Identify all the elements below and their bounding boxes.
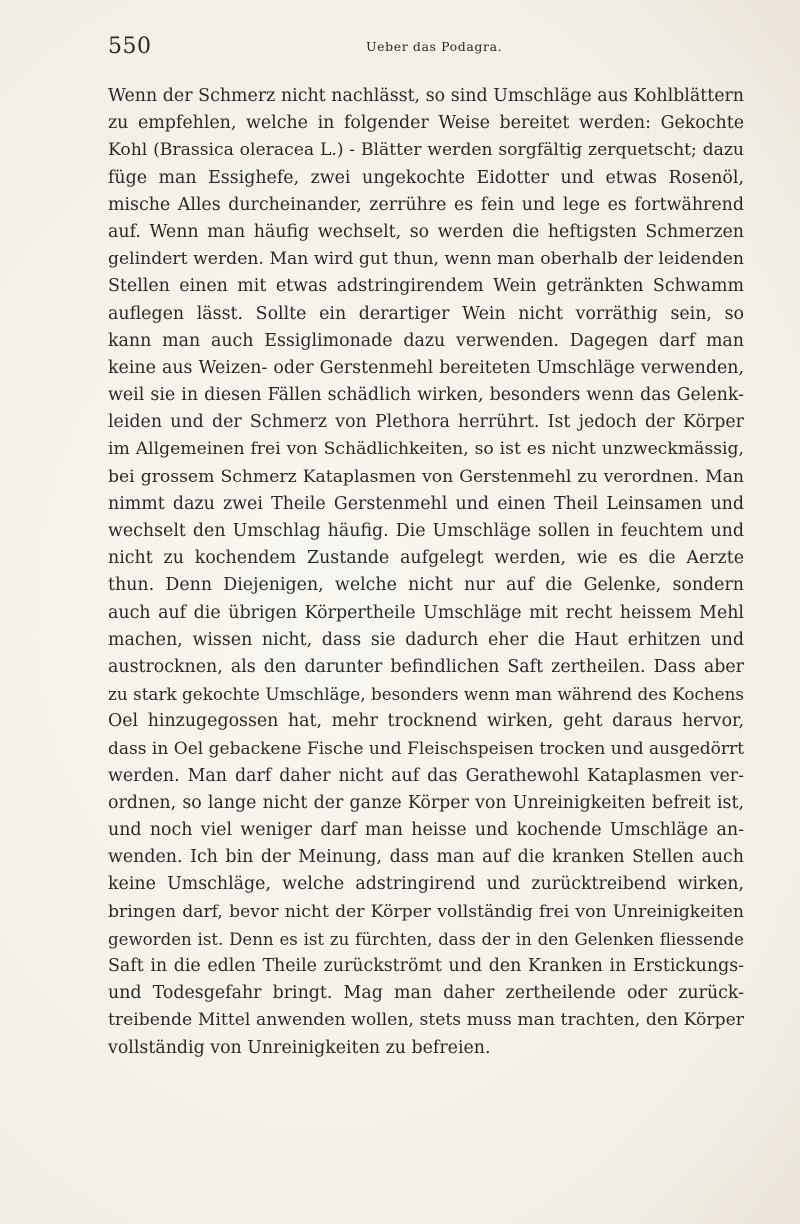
text-line: Wenn der Schmerz nicht nachlässt, so sind Umschläge aus Kohlblättern bbox=[108, 86, 744, 106]
text-line: machen, wissen nicht, dass sie dadurch eher die Haut erhitzen und bbox=[108, 629, 744, 650]
text-line: auch auf die übrigen Körpertheile Umschläge mit recht heissem Mehl bbox=[108, 602, 744, 623]
text-line: geworden ist. Denn es ist zu fürchten, dass der in den Gelenken fliessende bbox=[108, 929, 744, 949]
text-line: leiden und der Schmerz von Plethora herrührt. Ist jedoch der Körper bbox=[108, 412, 744, 433]
text-line: und Todesgefahr bringt. Mag man daher zertheilende oder zurück- bbox=[108, 983, 744, 1004]
text-line: kann man auch Essiglimonade dazu verwenden. Dagegen darf man bbox=[108, 330, 744, 351]
text-line: zu empfehlen, welche in folgender Weise bereitet werden: Gekochte bbox=[108, 113, 744, 134]
text-line: im Allgemeinen frei von Schädlichkeiten, so ist es nicht unzweckmässig, bbox=[108, 439, 744, 460]
text-line: keine Umschläge, welche adstringirend und zurücktreibend wirken, bbox=[108, 874, 744, 895]
text-line: keine aus Weizen- oder Gerstenmehl bereiteten Umschläge verwenden, bbox=[108, 357, 744, 378]
text-line: werden. Man darf daher nicht auf das Gerathewohl Kataplasmen ver- bbox=[108, 765, 744, 786]
text-line: Stellen einen mit etwas adstringirendem Wein getränkten Schwamm bbox=[108, 276, 744, 297]
text-line: bei grossem Schmerz Kataplasmen von Gerstenmehl zu verordnen. Man bbox=[108, 466, 744, 487]
text-line: gelindert werden. Man wird gut thun, wenn man oberhalb der leidenden bbox=[108, 249, 744, 270]
text-line: wechselt den Umschlag häufig. Die Umschläge sollen in feuchtem und bbox=[108, 521, 744, 541]
text-line: zu stark gekochte Umschläge, besonders wenn man während des Kochens bbox=[108, 684, 744, 705]
text-line: auflegen lässt. Sollte ein derartiger Wein nicht vorräthig sein, so bbox=[108, 303, 744, 324]
text-line: Saft in die edlen Theile zurückströmt und den Kranken in Erstickungs- bbox=[108, 956, 744, 976]
text-line: weil sie in diesen Fällen schädlich wirken, besonders wenn das Gelenk- bbox=[108, 385, 744, 406]
text-line: thun. Denn Diejenigen, welche nicht nur auf die Gelenke, sondern bbox=[108, 575, 744, 596]
text-line: wenden. Ich bin der Meinung, dass man auf die kranken Stellen auch bbox=[108, 847, 744, 868]
text-line: austrocknen, als den darunter befindlichen Saft zertheilen. Dass aber bbox=[108, 656, 744, 677]
text-line: Oel hinzugegossen hat, mehr trocknend wirken, geht daraus hervor, bbox=[108, 711, 744, 732]
text-line: füge man Essighefe, zwei ungekochte Eidotter und etwas Rosenöl, bbox=[108, 167, 744, 188]
text-line: vollständig von Unreinigkeiten zu befreien. bbox=[108, 1037, 491, 1058]
text-line: Kohl (Brassica oleracea L.) - Blätter werden sorgfältig zerquetscht; dazu bbox=[108, 140, 744, 161]
text-line: und noch viel weniger darf man heisse und kochende Umschläge an- bbox=[108, 820, 744, 841]
text-line: treibende Mittel anwenden wollen, stets muss man trachten, den Körper bbox=[108, 1010, 744, 1031]
text-line: dass in Oel gebackene Fische und Fleischspeisen trocken und ausgedörrt bbox=[108, 738, 744, 759]
text-line: ordnen, so lange nicht der ganze Körper von Unreinigkeiten befreit ist, bbox=[108, 792, 744, 813]
text-line: nicht zu kochendem Zustande aufgelegt werden, wie es die Aerzte bbox=[108, 548, 744, 569]
body-text bbox=[108, 83, 744, 1062]
running-title: Ueber das Podagra. bbox=[366, 39, 503, 54]
page-number: 550 bbox=[108, 34, 152, 59]
text-line: mische Alles durcheinander, zerrühre es fein und lege es fortwährend bbox=[108, 194, 744, 215]
page-header bbox=[108, 34, 748, 66]
text-line: auf. Wenn man häufig wechselt, so werden die heftigsten Schmerzen bbox=[108, 221, 744, 242]
text-line: nimmt dazu zwei Theile Gerstenmehl und einen Theil Leinsamen und bbox=[108, 493, 744, 514]
text-line: bringen darf, bevor nicht der Körper vollständig frei von Unreinigkeiten bbox=[108, 901, 744, 922]
